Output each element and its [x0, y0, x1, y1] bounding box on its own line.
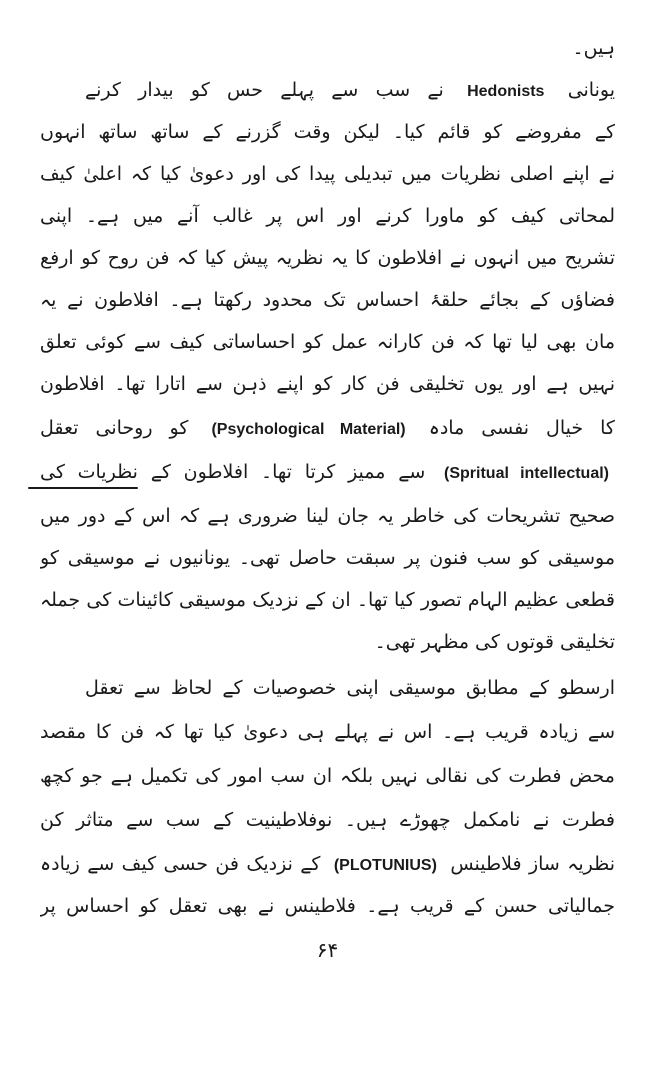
text-line-3: کے مفروضے کو قائم کیا۔ لیکن وقت گزرنے کے ساتھ ساتھ انہوں: [40, 121, 615, 143]
text-line-15: تخلیقی قوتوں کی مظہر تھی۔: [374, 631, 615, 653]
latin-term: (Spritual intellectual): [444, 465, 609, 482]
text-line-1: ہیں۔: [572, 37, 615, 59]
text-line-10: کا خیال نفسی مادہ (Psychological Material) کو روحانی تعقل: [40, 417, 615, 439]
text-line-5: لمحاتی کیف کو ماورا کرنے اور اس پر غالب آنے میں ہے۔ اپنی: [40, 205, 615, 227]
text-line-19: فطرت نے نامکمل چھوڑے ہیں۔ نوفلاطینیت کے سب سے متاثر کن: [40, 809, 615, 831]
text-line-17: سے زیادہ قریب ہے۔ اس نے پہلے ہی دعویٰ کیا تھا کہ فن کا مقصد: [40, 721, 615, 743]
text-line-6: تشریح میں انہوں نے افلاطون کا یہ نظریہ پیش کیا کہ فن روح کو ارفع: [40, 247, 615, 269]
text-line-20: نظریہ ساز فلاطینس (PLOTUNIUS) کے نزدیک فن حسی کیف سے زیادہ: [40, 853, 615, 875]
latin-term: Hedonists: [467, 83, 545, 100]
text-line-18: محض فطرت کی نقالی نہیں بلکہ ان سب امور کی تکمیل ہے جو کچھ: [40, 765, 615, 787]
text-line-2: یونانی Hedonists نے سب سے پہلے حس کو بیدار کرنے: [85, 79, 615, 101]
text-line-7: فضاؤں کے بجائے حلقۂ احساس تک محدود رکھتا ہے۔ افلاطون نے یہ: [40, 289, 615, 311]
text-line-14: قطعی عظیم الہام تصور کیا تھا۔ ان کے نزدیک موسیقی کائینات کی جملہ: [40, 589, 615, 611]
handwritten-underline: [28, 487, 138, 489]
text-line-13: موسیقی کو سب فنون پر سبقت حاصل تھی۔ یونانیوں نے موسیقی کو: [40, 547, 615, 569]
text-line-9: نہیں ہے اور یوں تخلیقی فن کار کو اپنے ذہن سے اتارا تھا۔ افلاطون: [40, 373, 615, 395]
text-line-12: صحیح تشریحات کی خاطر یہ جان لینا ضروری ہے کہ اس کے دور میں: [40, 505, 615, 527]
text-line-11: (Spritual intellectual) سے ممیز کرتا تھا۔ افلاطون کے نظریات کی: [40, 452, 615, 492]
latin-term: (PLOTUNIUS): [333, 857, 437, 874]
latin-term: (Psychological Material): [211, 421, 406, 438]
text-line-8: مان بھی لیا تھا کہ فن کارانہ عمل کو احساساتی کیف سے کوئی تعلق: [40, 331, 615, 353]
text-line-4: نے اپنے اصلی نظریات میں تبدیلی پیدا کی اور دعویٰ کیا کہ اعلیٰ کیف: [40, 163, 615, 185]
text-line-16: ارسطو کے مطابق موسیقی اپنی خصوصیات کے لحاظ سے تعقل: [85, 677, 615, 699]
page-number: ۶۴: [316, 938, 339, 962]
text-line-21: جمالیاتی حسن کے قریب ہے۔ فلاطینس نے بھی تعقل کو احساس پر: [40, 895, 615, 917]
